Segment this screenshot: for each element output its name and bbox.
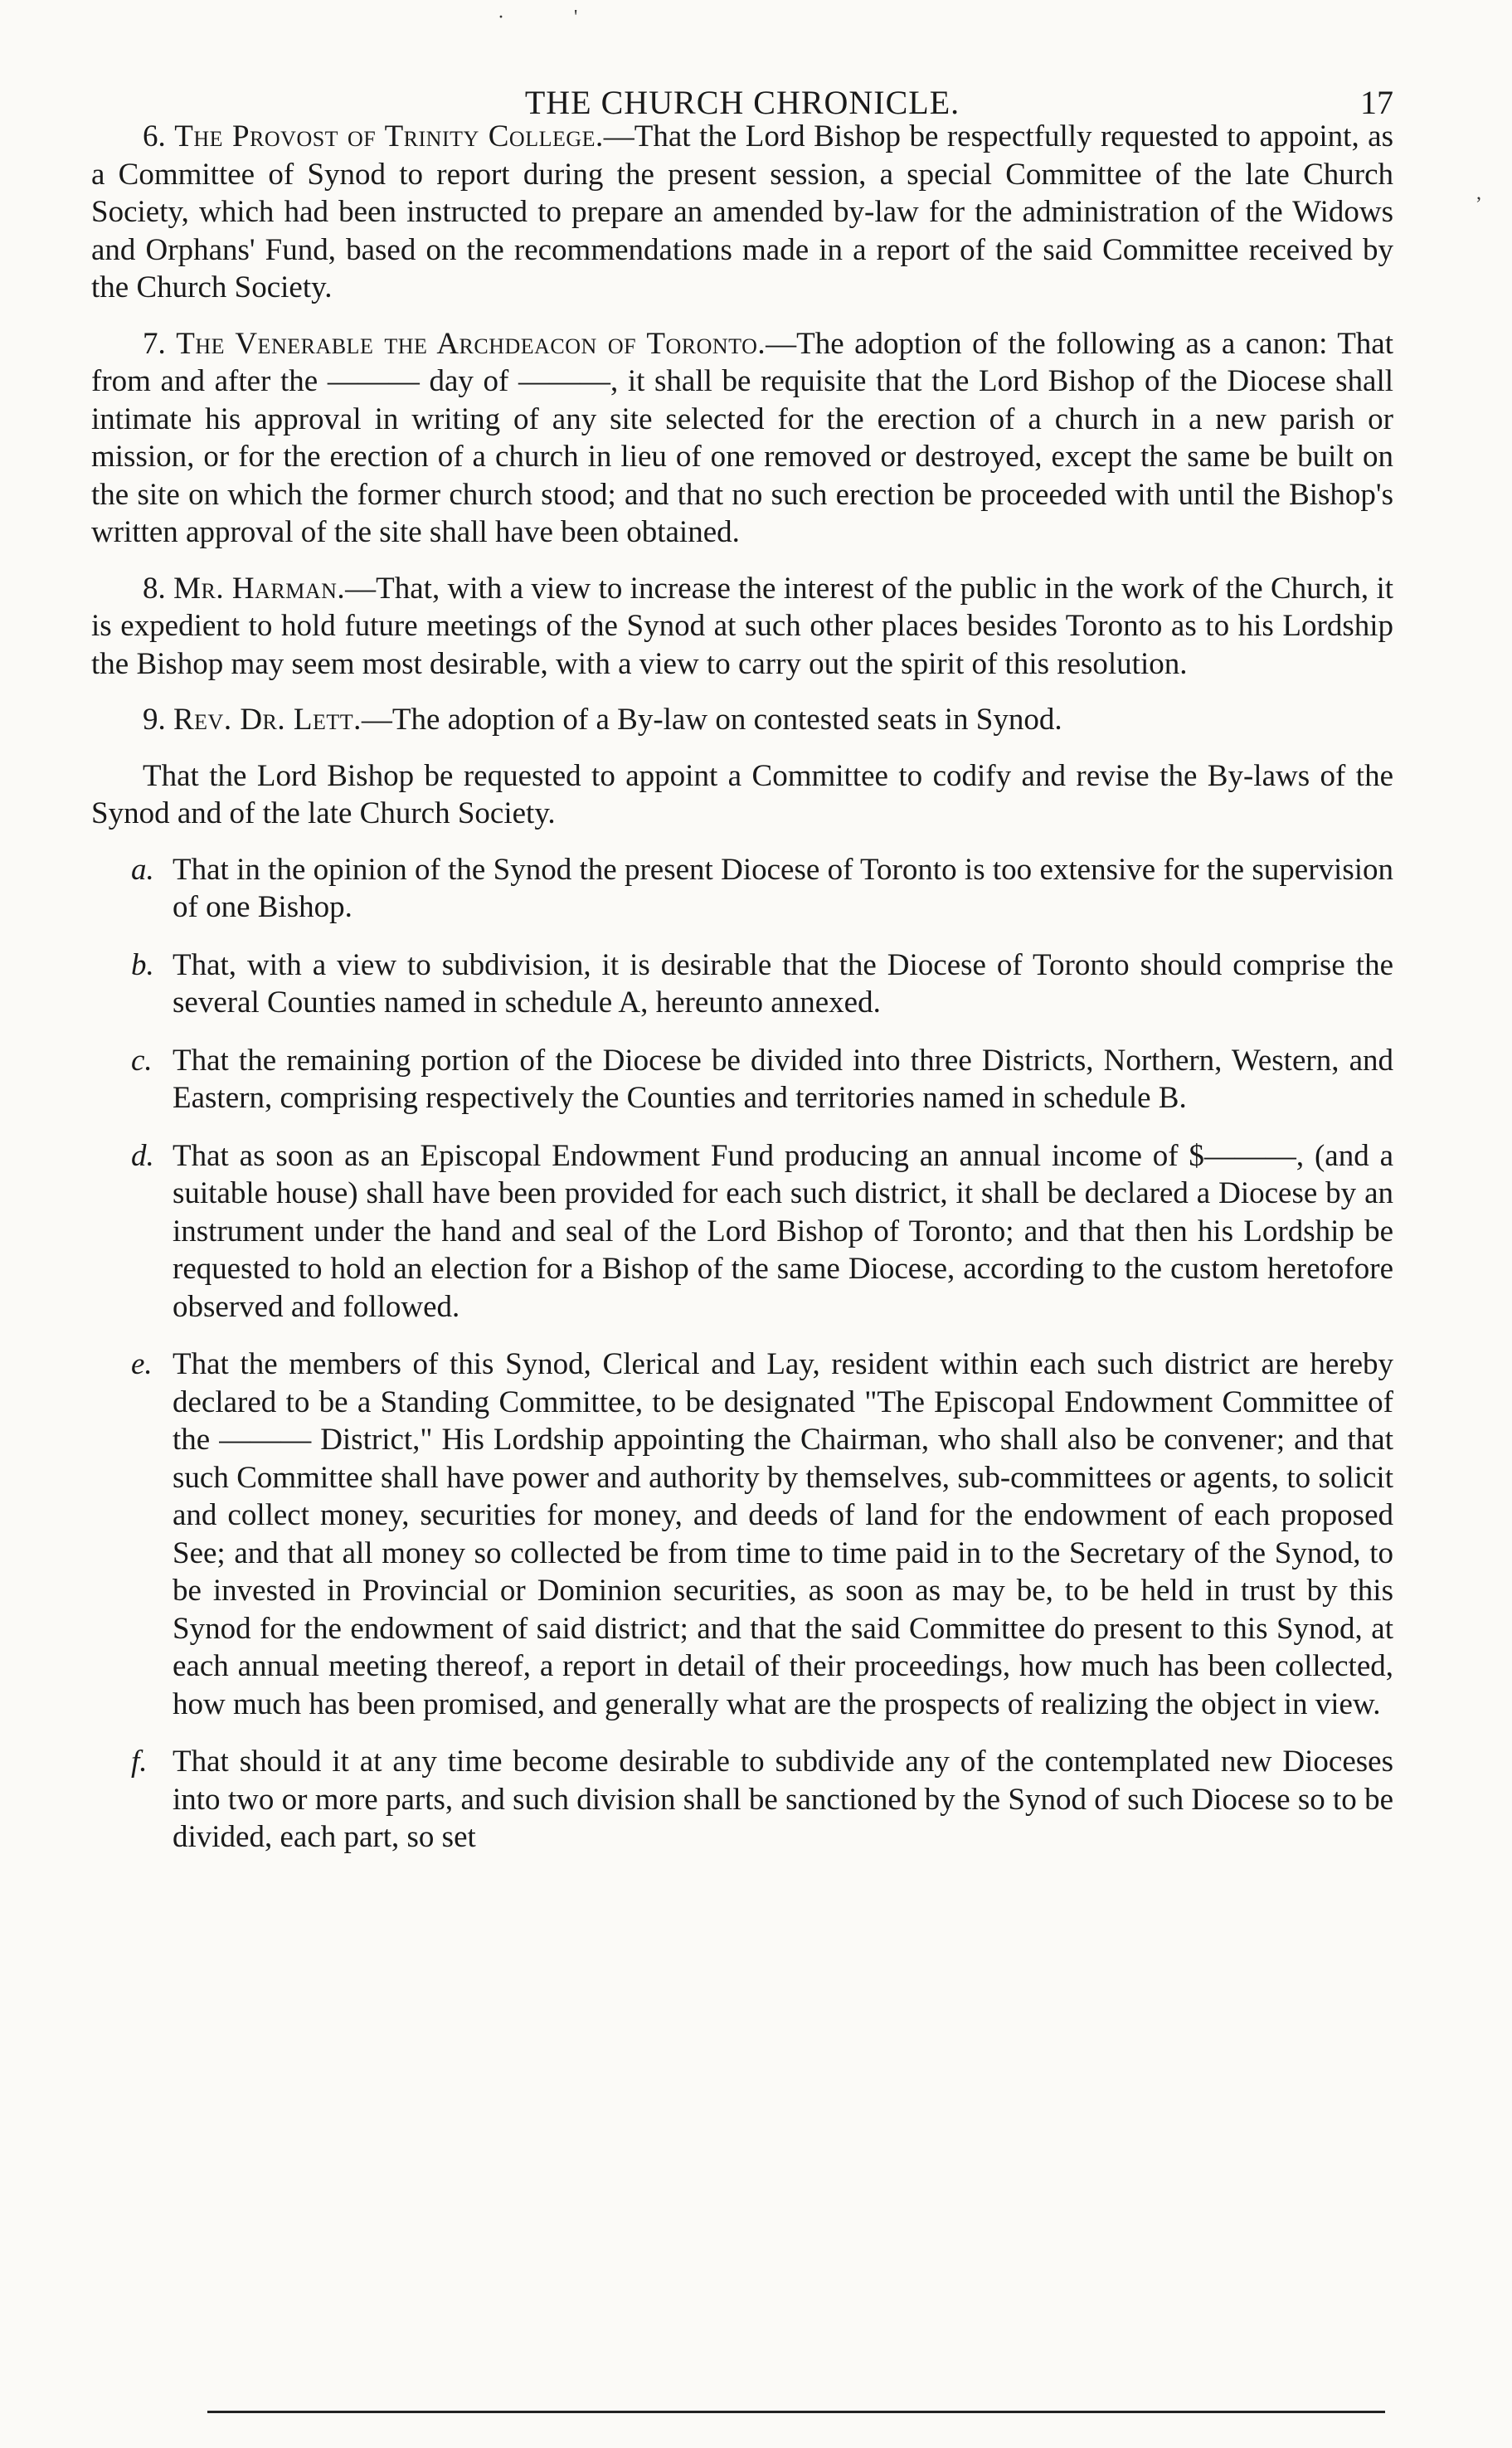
item-letter: d. — [131, 1138, 154, 1173]
list-item-c — [91, 1042, 1393, 1117]
motion-mover: Mr. Harman. — [173, 571, 346, 606]
motion-text: —That the Lord Bishop be respectfully requested to appoint, as a Committee of Synod to report during the present session, a special Committee of the late Church Society, which had been instructed to prepare an amended by-law for the administration of the Widows and Orphans' Fund, based on the recommendations made in a report of the said Committee received by the Church Society. — [91, 119, 1394, 304]
motion-text: —The adoption of the following as a canon: That from and after the ——— day of ———, it shall be requisite that the Lord Bishop of the Diocese shall intimate his approval in writing of any site selected for the erection of a church in a new parish or mission, or for the erection of a church in lieu of one removed or destroyed, except the same be built on the site on which the former church stood; and that no such erection be proceeded with until the Bishop's written approval of the site shall have been obtained. — [91, 326, 1393, 549]
list-item-b — [91, 947, 1393, 1022]
motion-mover: The Venerable the Archdeacon of Toronto. — [176, 326, 766, 361]
list-item-d — [91, 1137, 1393, 1326]
motion-7 — [91, 325, 1393, 552]
motion-9 — [91, 701, 1393, 739]
motion-number: 6. — [143, 119, 166, 153]
motion-number: 8. — [143, 571, 166, 606]
item-text: That the members of this Synod, Clerical and Lay, resident within each such district are hereby declared to be a Standing Committee, to be designated "The Episcopal Endowment Committee of the ——— District," His Lordship appointing the Chairman, who shall also be convener; and that such Committee shall have power and authority by themselves, sub-committees or agents, to solicit and collect money, securities for money, and deeds of land for the endowment of each proposed See; and that all money so collected be from time to time paid in to the Secretary of the Synod, to be invested in Provincial or Dominion securities, as soon as may be, to be held in trust by this Synod for the endowment of said district; and that the said Committee do present to this Synod, at each annual meeting thereof, a report in detail of their proceedings, how much has been collected, how much has been promised, and generally what are the prospects of realizing the object in view. — [173, 1347, 1393, 1721]
item-letter: b. — [131, 947, 154, 982]
running-title: THE CHURCH CHRONICLE. — [524, 84, 960, 121]
item-letter: e. — [131, 1347, 153, 1381]
item-letter: c. — [131, 1043, 153, 1078]
motion-8 — [91, 570, 1393, 684]
list-item-f — [91, 1743, 1393, 1857]
item-text: That, with a view to subdivision, it is desirable that the Diocese of Toronto should comprise the several Counties named in schedule A, hereunto annexed. — [173, 947, 1393, 1020]
motion-mover: The Provost of Trinity College. — [174, 119, 604, 153]
list-item-a — [91, 851, 1393, 927]
motion-number: 9. — [143, 703, 166, 737]
item-text: That in the opinion of the Synod the present Diocese of Toronto is too extensive for the supervision of one Bishop. — [173, 852, 1393, 924]
item-letter: a. — [131, 852, 154, 887]
specks-right: , — [1476, 183, 1481, 204]
page-header — [91, 50, 1393, 121]
item-text: That the remaining portion of the Diocese be divided into three Districts, Northern, Western, and Eastern, comprising respectively the Counties and territories named in schedule B. — [173, 1043, 1393, 1115]
page-number: 17 — [1360, 84, 1393, 121]
intro-paragraph: That the Lord Bishop be requested to appoint a Committee to codify and revise the By-laws of the Synod and of the late Church Society. — [91, 758, 1393, 830]
motion-6 — [91, 118, 1393, 307]
motion-number: 7. — [143, 326, 166, 361]
page — [91, 50, 1393, 1876]
bottom-rule — [207, 2411, 1385, 2413]
item-text: That should it at any time become desirable to subdivide any of the contemplated new Dioceses into two or more parts, and such division shall be sanctioned by the Synod of such Diocese so to be divided, each part, so set — [173, 1745, 1393, 1854]
motion-mover: Rev. Dr. Lett. — [173, 703, 362, 737]
list-item-e — [91, 1346, 1393, 1723]
specks-top: · ' — [498, 7, 578, 28]
item-letter: f. — [131, 1745, 148, 1779]
motion-text: —That, with a view to increase the interest of the public in the work of the Church, it is expedient to hold future meetings of the Synod at such other places besides Toronto as to his Lordship the Bishop may seem most desirable, with a view to carry out the spirit of this resolution. — [91, 571, 1394, 681]
motion-text: —The adoption of a By-law on contested seats in Synod. — [361, 703, 1062, 737]
item-text: That as soon as an Episcopal Endowment Fund producing an annual income of $———, (and a suitable house) shall have been provided for each such district, it shall be declared a Diocese by an instrument under the hand and seal of the Lord Bishop of Toronto; and that then his Lordship be requested to hold an election for a Bishop of the same Diocese, according to the custom heretofore observed and followed. — [173, 1138, 1393, 1324]
